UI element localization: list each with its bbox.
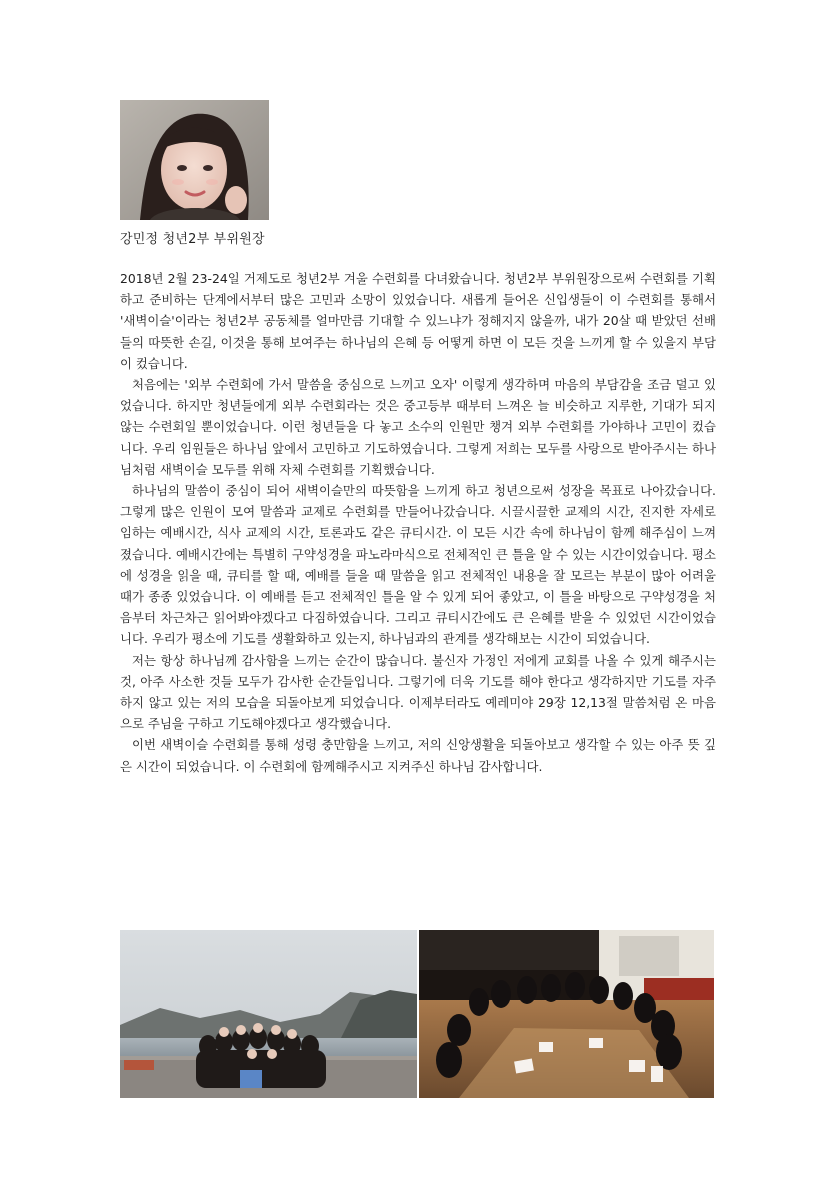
group-photo-seaside <box>120 930 417 1098</box>
author-portrait-photo <box>120 100 269 220</box>
article-body <box>120 268 716 777</box>
paragraph: 이번 새벽이슬 수련회를 통해 성령 충만함을 느끼고, 저의 신앙생활을 되돌아보고 생각할 수 있는 아주 뜻 깊은 시간이 되었습니다. 이 수련회에 함께해주시고 지켜주신 하나님 감사합니다. <box>120 737 716 774</box>
paragraph: 하나님의 말씀이 중심이 되어 새벽이슬만의 따뜻함을 느끼게 하고 청년으로써 성장을 목표로 나아갔습니다. 그렇게 많은 인원이 모여 말씀과 교제로 수련회를 만들어나갔습니다. 시끌시끌한 교제의 시간, 진지한 자세로 임하는 예배시간, 식사 교제의 시간, 토론과도 같은 큐티시간. 이 모든 시간 속에 하나님이 함께 해주심이 느껴졌습니다. 예배시간에는 특별히 구약성경을 파노라마식으로 전체적인 큰 틀을 알 수 있는 시간이었습니다. 평소에 성경을 읽을 때, 큐티를 할 때, 예배를 들을 때 말씀을 읽고 전체적인 내용을 잘 모르는 부분이 많아 어려울 때가 종종 있었습니다. 이 예배를 듣고 전체적인 틀을 알 수 있게 되어 좋았고, 이 틀을 바탕으로 구약성경을 처음부터 차근차근 읽어봐야겠다고 다짐하였습니다. 그리고 큐티시간에도 큰 은혜를 받을 수 있었던 시간이었습니다. 우리가 평소에 기도를 생활화하고 있는지, 하나님과의 관계를 생각해보는 시간이 되었습니다. <box>120 483 716 647</box>
paragraph: 처음에는 '외부 수련회에 가서 말씀을 중심으로 느끼고 오자' 이렇게 생각하며 마음의 부담감을 조금 덜고 있었습니다. 하지만 청년들에게 외부 수련회라는 것은 중고등부 때부터 느껴온 늘 비슷하고 지루한, 기대가 되지 않는 수련회일 뿐이었습니다. 이런 청년들을 다 놓고 소수의 인원만 챙겨 외부 수련회를 가야하나 고민이 컸습니다. 우리 임원들은 하나님 앞에서 고민하고 기도하였습니다. 그렇게 저희는 모두를 사랑으로 받아주시는 하나님처럼 새벽이슬 모두를 위해 자체 수련회를 기획했습니다. <box>120 377 716 477</box>
group-photo-indoor <box>419 930 714 1098</box>
author-caption: 강민정 청년2부 부위원장 <box>120 232 265 247</box>
paragraph: 저는 항상 하나님께 감사함을 느끼는 순간이 많습니다. 불신자 가정인 저에게 교회를 나올 수 있게 해주시는 것, 아주 사소한 것들 모두가 감사한 순간들입니다. 그렇기에 더욱 기도를 해야 한다고 생각하지만 기도를 자주하지 않고 있는 저의 모습을 되돌아보게 되었습니다. 이제부터라도 예레미야 29장 12,13절 말씀처럼 온 마음으로 주님을 구하고 기도해야겠다고 생각했습니다. <box>120 652 716 732</box>
paragraph: 2018년 2월 23-24일 거제도로 청년2부 겨울 수련회를 다녀왔습니다. 청년2부 부위원장으로써 수련회를 기획하고 준비하는 단계에서부터 많은 고민과 소망이 있었습니다. 새롭게 들어온 신입생들이 이 수련회를 통해서 '새벽이슬'이라는 청년2부 공동체를 얼마만큼 기대할 수 있느냐가 정해지지 않을까, 내가 20살 때 받았던 선배들의 따뜻한 손길, 이것을 통해 보여주는 하나님의 은혜 등 어떻게 하면 이 모든 것을 느끼게 할 수 있을지 부담이 컸습니다. <box>120 271 716 371</box>
